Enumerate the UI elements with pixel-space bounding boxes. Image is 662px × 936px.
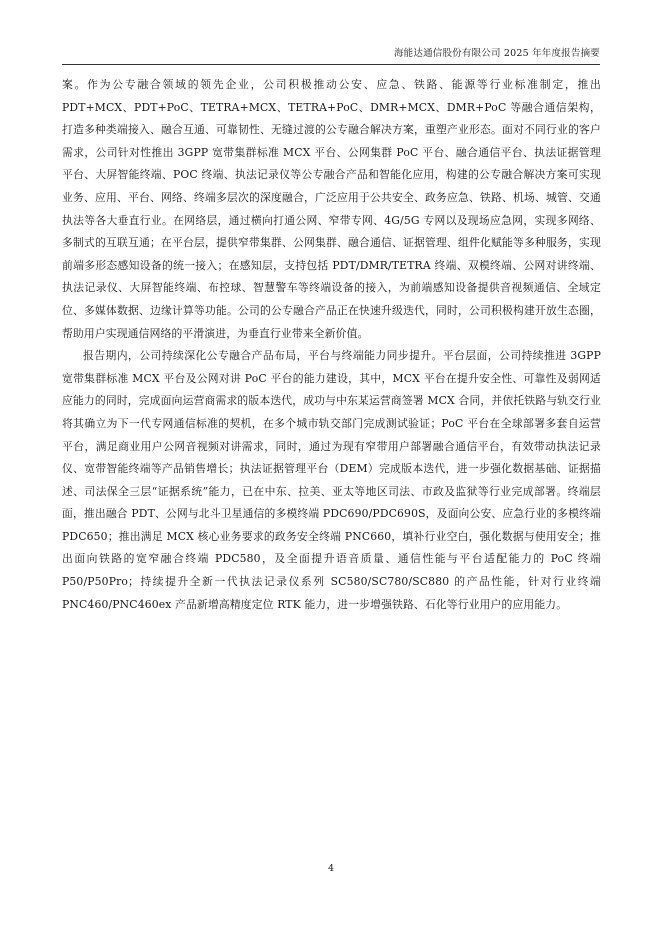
header-title: 海能达通信股份有限公司 2025 年年度报告摘要 xyxy=(393,48,600,59)
page-number: 4 xyxy=(327,863,335,874)
body-paragraph-report-period: 报告期内，公司持续深化公专融合产品布局，平台与终端能力同步提升。平台层面，公司持续推进 3GPP 宽带集群标准 MCX 平台及公网对讲 PoC 平台的能力建设，其中，MCX 平台在提升安全性、可靠性及弱网适应能力的同时，完成面向运营商需求的版本迭代，成功与中东某运营商签署 MCX 合同，并依托铁路与轨交行业将其确立为下一代专网通信标准的契机，在多个城市轨交部门完成测试验证；PoC 平台在全球部署多套自运营平台，满足商业用户公网音视频对讲需求，同时，通过为现有窄带用户部署融合通信平台，有效带动执法记录仪、宽带智能终端等产品销售增长；执法证据管理平台（DEM）完成版本迭代，进一步强化数据基础、证据描述、司法保全三层“证据系统”能力，已在中东、拉美、亚太等地区司法、市政及监狱等行业完成部署。终端层面，推出融合 PDT、公网与北斗卫星通信的多模终端 PDC690/PDC690S，及面向公安、应急行业的多模终端 PDC650；推出满足 MCX 核心业务要求的政务安全终端 PNC660，填补行业空白，强化数据与使用安全；推出面向铁路的宽窄融合终端 PDC580，及全面提升语音质量、通信性能与平台适配能力的 PoC 终端 P50/P50Pro；持续提升全新一代执法记录仪系列 SC580/SC780/SC880 的产品性能，针对行业终端 PNC460/PNC460ex 产品新增高精度定位 RTK 能力，进一步增强铁路、石化等行业用户的应用能力。 xyxy=(62,349,601,611)
page-header xyxy=(62,44,600,65)
document-body xyxy=(62,74,601,616)
body-paragraph-continuation: 案。作为公专融合领域的领先企业，公司积极推动公安、应急、铁路、能源等行业标准制定，推出PDT+MCX、PDT+PoC、TETRA+MCX、TETRA+PoC、DMR+MCX、DMR+PoC 等融合通信架构，打造多种类端接入、融合互通、可靠韧性、无缝过渡的公专融合解决方案，重塑产业形态。面对不同行业的客户需求，公司针对性推出 3GPP 宽带集群标准 MCX 平台、公网集群 PoC 平台、融合通信平台、执法证据管理平台、大屏智能终端、POC 终端、执法记录仪等公专融合产品和智能化应用，构建的公专融合解决方案可实现业务、应用、平台、网络、终端多层次的深度融合，广泛应用于公共安全、政务应急、铁路、机场、城管、交通执法等各大垂直行业。在网络层，通过横向打通公网、窄带专网、4G/5G 专网以及现场应急网，实现多网络、多制式的互联互通；在平台层，提供窄带集群、公网集群、融合通信、证据管理、组件化赋能等多种服务，实现前端多形态感知设备的统一接入；在感知层，支持包括 PDT/DMR/TETRA 终端、双模终端、公网对讲终端、执法记录仪、大屏智能终端、布控球、智慧警车等终端设备的接入，为前端感知设备提供音视频通信、全域定位、多媒体数据、边缘计算等功能。公司的公专融合产品正在快速升级迭代，同时，公司积极构建开放生态圈，帮助用户实现通信网络的平滑演进，为垂直行业带来全新价值。 xyxy=(62,78,601,340)
